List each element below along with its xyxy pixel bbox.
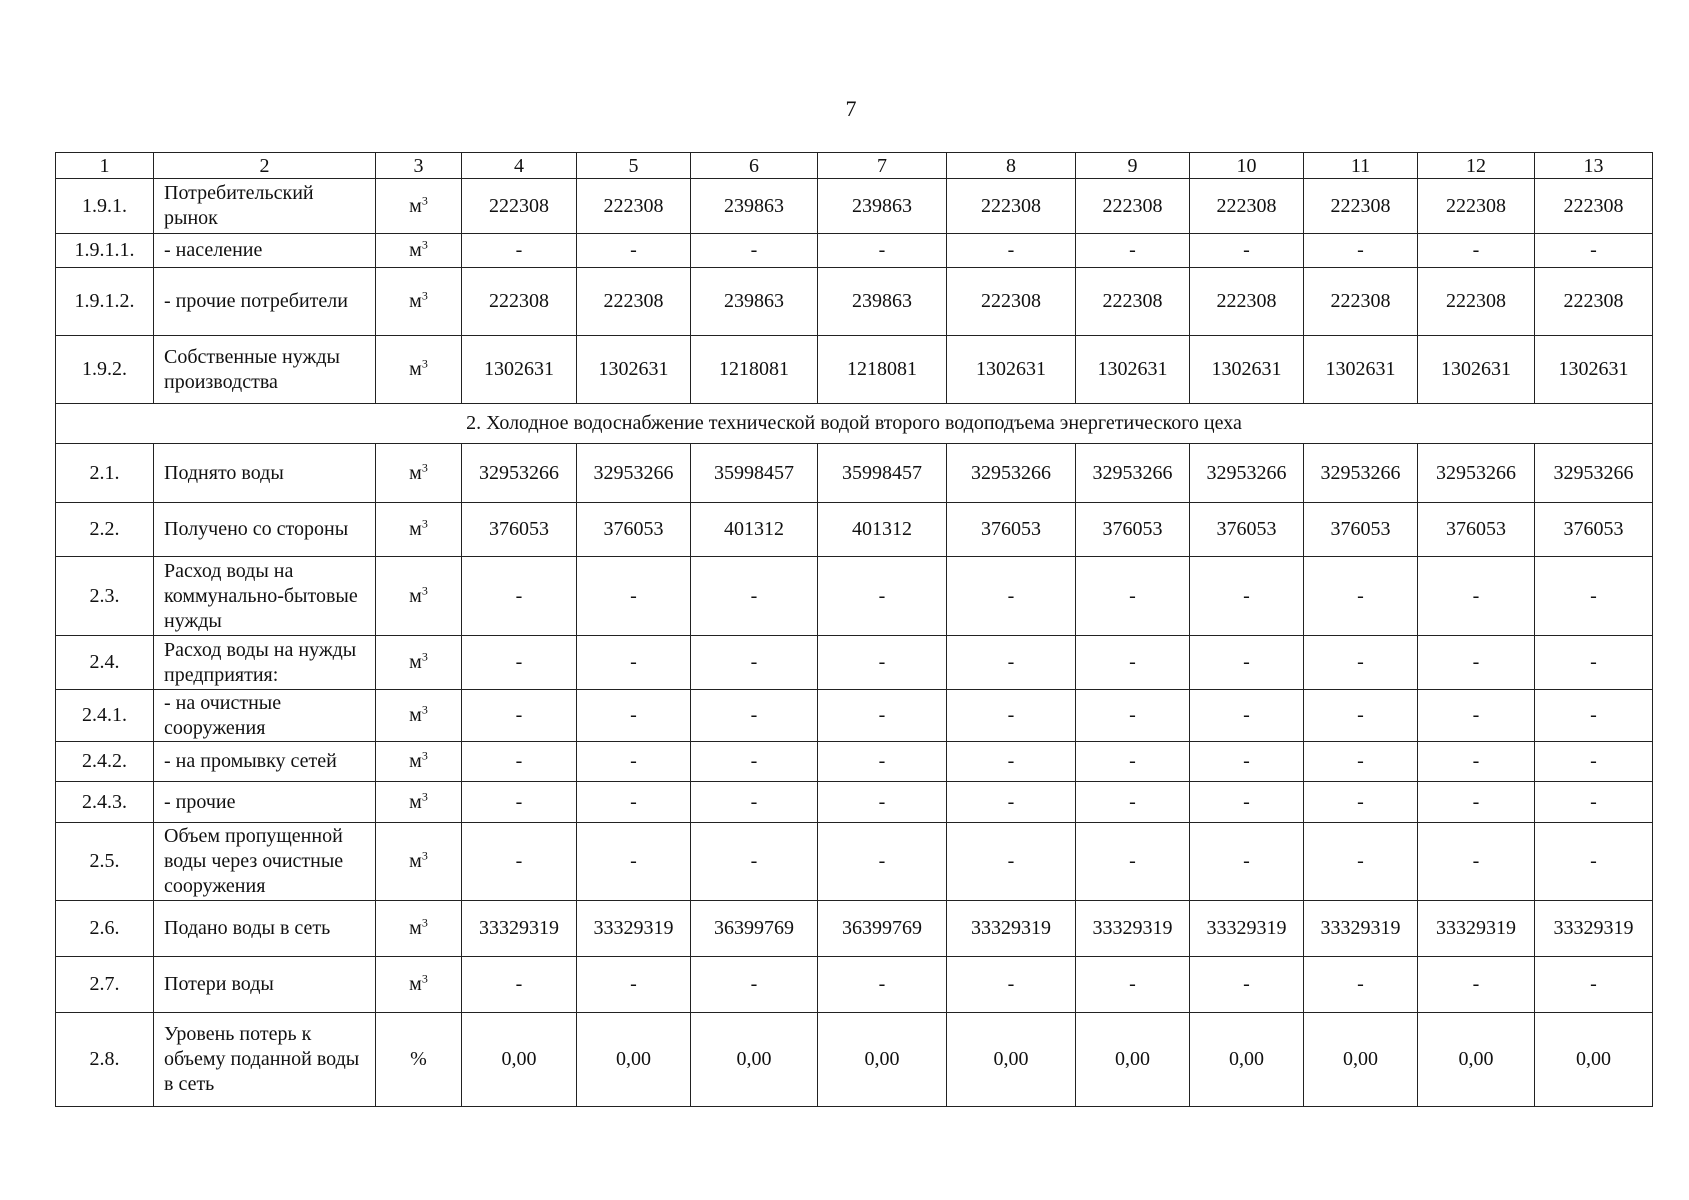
unit-text: м bbox=[409, 584, 422, 607]
value-cell: 376053 bbox=[947, 503, 1076, 557]
unit-superscript: 3 bbox=[421, 516, 428, 531]
value-cell: 376053 bbox=[1535, 503, 1653, 557]
row-code: 2.6. bbox=[56, 901, 154, 957]
value-cell: 0,00 bbox=[1304, 1013, 1418, 1107]
table-header-row bbox=[56, 153, 1653, 179]
value-cell: - bbox=[462, 557, 577, 636]
value-cell: 1302631 bbox=[1535, 336, 1653, 404]
value-cell: - bbox=[462, 234, 577, 268]
value-cell: - bbox=[577, 636, 691, 690]
value-cell: - bbox=[1418, 742, 1535, 782]
row-code: 2.3. bbox=[56, 557, 154, 636]
value-cell: - bbox=[1418, 957, 1535, 1013]
value-cell: 376053 bbox=[577, 503, 691, 557]
value-cell: - bbox=[462, 957, 577, 1013]
value-cell: - bbox=[818, 782, 947, 823]
value-cell: - bbox=[1418, 234, 1535, 268]
value-cell: - bbox=[462, 782, 577, 823]
row-unit bbox=[376, 782, 462, 823]
header-cell: 3 bbox=[376, 153, 462, 179]
table-row bbox=[56, 636, 1653, 690]
row-code: 1.9.1.1. bbox=[56, 234, 154, 268]
unit-superscript: 3 bbox=[421, 582, 428, 597]
row-unit bbox=[376, 957, 462, 1013]
header-cell: 7 bbox=[818, 153, 947, 179]
value-cell: 376053 bbox=[462, 503, 577, 557]
unit-superscript: 3 bbox=[421, 848, 428, 863]
row-name: Потери воды bbox=[154, 957, 376, 1013]
unit-superscript: 3 bbox=[421, 915, 428, 930]
value-cell: 222308 bbox=[462, 268, 577, 336]
row-code: 1.9.1.2. bbox=[56, 268, 154, 336]
header-cell: 6 bbox=[691, 153, 818, 179]
value-cell: 222308 bbox=[1418, 268, 1535, 336]
value-cell: - bbox=[1190, 557, 1304, 636]
table-row bbox=[56, 901, 1653, 957]
row-name: Уровень потерь к объему поданной воды в сеть bbox=[154, 1013, 376, 1107]
value-cell: 32953266 bbox=[1418, 444, 1535, 503]
value-cell: - bbox=[1535, 823, 1653, 901]
value-cell: 222308 bbox=[1076, 179, 1190, 234]
unit-superscript: 3 bbox=[421, 459, 428, 474]
data-table bbox=[55, 152, 1653, 1107]
value-cell: - bbox=[947, 742, 1076, 782]
row-code: 2.1. bbox=[56, 444, 154, 503]
unit-superscript: 3 bbox=[421, 649, 428, 664]
unit-text: м bbox=[409, 358, 422, 380]
value-cell: - bbox=[818, 234, 947, 268]
section-title: 2. Холодное водоснабжение технической водой второго водоподъема энергетического цеха bbox=[56, 404, 1653, 444]
value-cell: 239863 bbox=[691, 179, 818, 234]
row-code: 2.4.3. bbox=[56, 782, 154, 823]
header-cell: 9 bbox=[1076, 153, 1190, 179]
unit-text: м bbox=[409, 239, 422, 261]
value-cell: 32953266 bbox=[1535, 444, 1653, 503]
value-cell: 376053 bbox=[1304, 503, 1418, 557]
row-code: 2.8. bbox=[56, 1013, 154, 1107]
table-row bbox=[56, 690, 1653, 742]
table-row bbox=[56, 179, 1653, 234]
row-unit bbox=[376, 690, 462, 742]
value-cell: 222308 bbox=[1190, 179, 1304, 234]
table-row bbox=[56, 957, 1653, 1013]
value-cell: - bbox=[1418, 557, 1535, 636]
unit-text: % bbox=[410, 1048, 427, 1070]
value-cell: - bbox=[818, 742, 947, 782]
value-cell: 222308 bbox=[1535, 268, 1653, 336]
value-cell: 222308 bbox=[577, 179, 691, 234]
value-cell: 33329319 bbox=[1076, 901, 1190, 957]
value-cell: 33329319 bbox=[1304, 901, 1418, 957]
value-cell: 376053 bbox=[1190, 503, 1304, 557]
row-name: - на очистные сооружения bbox=[154, 690, 376, 742]
unit-text: м bbox=[409, 290, 422, 312]
unit-text: м bbox=[409, 790, 422, 813]
row-code: 2.4.2. bbox=[56, 742, 154, 782]
header-cell: 4 bbox=[462, 153, 577, 179]
value-cell: - bbox=[818, 823, 947, 901]
value-cell: 376053 bbox=[1076, 503, 1190, 557]
unit-superscript: 3 bbox=[421, 788, 428, 803]
value-cell: - bbox=[1190, 782, 1304, 823]
value-cell: - bbox=[1076, 690, 1190, 742]
unit-text: м bbox=[409, 194, 422, 217]
unit-superscript: 3 bbox=[421, 748, 428, 763]
value-cell: 0,00 bbox=[577, 1013, 691, 1107]
value-cell: - bbox=[691, 636, 818, 690]
row-name: - на промывку сетей bbox=[154, 742, 376, 782]
value-cell: 222308 bbox=[1076, 268, 1190, 336]
header-cell: 12 bbox=[1418, 153, 1535, 179]
row-name: - население bbox=[154, 234, 376, 268]
value-cell: 0,00 bbox=[947, 1013, 1076, 1107]
value-cell: 33329319 bbox=[462, 901, 577, 957]
value-cell: 33329319 bbox=[1418, 901, 1535, 957]
value-cell: 401312 bbox=[691, 503, 818, 557]
value-cell: - bbox=[1535, 234, 1653, 268]
value-cell: - bbox=[1418, 782, 1535, 823]
value-cell: 222308 bbox=[577, 268, 691, 336]
value-cell: - bbox=[818, 957, 947, 1013]
header-cell: 8 bbox=[947, 153, 1076, 179]
unit-text: м bbox=[409, 651, 422, 673]
value-cell: - bbox=[947, 636, 1076, 690]
unit-superscript: 3 bbox=[421, 288, 428, 303]
section-row bbox=[56, 404, 1653, 444]
value-cell: 222308 bbox=[1190, 268, 1304, 336]
value-cell: 1302631 bbox=[1190, 336, 1304, 404]
value-cell: - bbox=[1304, 742, 1418, 782]
header-cell: 10 bbox=[1190, 153, 1304, 179]
value-cell: - bbox=[1304, 557, 1418, 636]
value-cell: - bbox=[691, 690, 818, 742]
value-cell: 0,00 bbox=[1535, 1013, 1653, 1107]
value-cell: - bbox=[947, 690, 1076, 742]
value-cell: - bbox=[1076, 742, 1190, 782]
value-cell: 401312 bbox=[818, 503, 947, 557]
table-row bbox=[56, 234, 1653, 268]
value-cell: 33329319 bbox=[1535, 901, 1653, 957]
unit-text: м bbox=[409, 973, 422, 995]
row-name: Расход воды на коммунально-бытовые нужды bbox=[154, 557, 376, 636]
value-cell: - bbox=[1535, 782, 1653, 823]
page-number: 7 bbox=[845, 96, 857, 121]
table-row bbox=[56, 557, 1653, 636]
value-cell: - bbox=[947, 782, 1076, 823]
value-cell: 239863 bbox=[818, 268, 947, 336]
value-cell: - bbox=[1304, 636, 1418, 690]
row-name: - прочие потребители bbox=[154, 268, 376, 336]
row-unit bbox=[376, 336, 462, 404]
value-cell: - bbox=[577, 957, 691, 1013]
row-unit bbox=[376, 444, 462, 503]
value-cell: - bbox=[577, 557, 691, 636]
value-cell: - bbox=[1304, 690, 1418, 742]
value-cell: 35998457 bbox=[691, 444, 818, 503]
unit-text: м bbox=[409, 917, 422, 939]
value-cell: - bbox=[462, 636, 577, 690]
value-cell: - bbox=[818, 636, 947, 690]
value-cell: 222308 bbox=[947, 179, 1076, 234]
unit-superscript: 3 bbox=[421, 237, 428, 252]
table-row bbox=[56, 336, 1653, 404]
value-cell: 1302631 bbox=[577, 336, 691, 404]
value-cell: - bbox=[462, 742, 577, 782]
value-cell: 32953266 bbox=[1304, 444, 1418, 503]
value-cell: 1218081 bbox=[818, 336, 947, 404]
value-cell: 32953266 bbox=[1190, 444, 1304, 503]
value-cell: 1302631 bbox=[1304, 336, 1418, 404]
row-code: 1.9.1. bbox=[56, 179, 154, 234]
row-unit bbox=[376, 901, 462, 957]
value-cell: - bbox=[577, 782, 691, 823]
row-unit bbox=[376, 557, 462, 636]
value-cell: - bbox=[1304, 782, 1418, 823]
unit-text: м bbox=[409, 461, 422, 484]
value-cell: - bbox=[577, 823, 691, 901]
value-cell: 239863 bbox=[818, 179, 947, 234]
value-cell: - bbox=[1304, 823, 1418, 901]
value-cell: - bbox=[462, 690, 577, 742]
value-cell: 1302631 bbox=[462, 336, 577, 404]
value-cell: 0,00 bbox=[1190, 1013, 1304, 1107]
value-cell: 0,00 bbox=[691, 1013, 818, 1107]
value-cell: 222308 bbox=[462, 179, 577, 234]
unit-text: м bbox=[409, 850, 422, 872]
value-cell: - bbox=[691, 557, 818, 636]
value-cell: - bbox=[691, 782, 818, 823]
value-cell: - bbox=[1190, 636, 1304, 690]
row-unit bbox=[376, 503, 462, 557]
row-unit bbox=[376, 1013, 462, 1107]
row-name: - прочие bbox=[154, 782, 376, 823]
value-cell: 376053 bbox=[1418, 503, 1535, 557]
value-cell: - bbox=[1076, 234, 1190, 268]
value-cell: 1302631 bbox=[947, 336, 1076, 404]
value-cell: - bbox=[947, 557, 1076, 636]
value-cell: 222308 bbox=[1535, 179, 1653, 234]
value-cell: - bbox=[691, 234, 818, 268]
row-unit bbox=[376, 636, 462, 690]
value-cell: 222308 bbox=[1418, 179, 1535, 234]
value-cell: - bbox=[818, 690, 947, 742]
value-cell: - bbox=[462, 823, 577, 901]
unit-superscript: 3 bbox=[421, 356, 428, 371]
header-cell: 13 bbox=[1535, 153, 1653, 179]
value-cell: - bbox=[1190, 742, 1304, 782]
value-cell: - bbox=[1418, 823, 1535, 901]
value-cell: - bbox=[1535, 957, 1653, 1013]
value-cell: - bbox=[1535, 557, 1653, 636]
value-cell: 0,00 bbox=[818, 1013, 947, 1107]
table-row bbox=[56, 503, 1653, 557]
table-row bbox=[56, 268, 1653, 336]
row-name: Объем пропущенной воды через очистные сооружения bbox=[154, 823, 376, 901]
header-cell: 11 bbox=[1304, 153, 1418, 179]
value-cell: 222308 bbox=[1304, 268, 1418, 336]
value-cell: - bbox=[1304, 957, 1418, 1013]
row-code: 2.4. bbox=[56, 636, 154, 690]
value-cell: - bbox=[947, 234, 1076, 268]
value-cell: 1302631 bbox=[1076, 336, 1190, 404]
value-cell: 1218081 bbox=[691, 336, 818, 404]
value-cell: 32953266 bbox=[577, 444, 691, 503]
value-cell: - bbox=[577, 234, 691, 268]
table-row bbox=[56, 742, 1653, 782]
value-cell: - bbox=[1418, 636, 1535, 690]
value-cell: - bbox=[691, 823, 818, 901]
value-cell: 33329319 bbox=[577, 901, 691, 957]
value-cell: - bbox=[1535, 742, 1653, 782]
value-cell: 222308 bbox=[1304, 179, 1418, 234]
unit-text: м bbox=[409, 704, 422, 726]
row-name: Подано воды в сеть bbox=[154, 901, 376, 957]
row-code: 1.9.2. bbox=[56, 336, 154, 404]
unit-text: м bbox=[409, 518, 422, 540]
row-unit bbox=[376, 268, 462, 336]
value-cell: 33329319 bbox=[1190, 901, 1304, 957]
value-cell: 0,00 bbox=[462, 1013, 577, 1107]
value-cell: - bbox=[1535, 636, 1653, 690]
row-name: Поднято воды bbox=[154, 444, 376, 503]
value-cell: 0,00 bbox=[1076, 1013, 1190, 1107]
value-cell: - bbox=[1076, 957, 1190, 1013]
value-cell: 35998457 bbox=[818, 444, 947, 503]
value-cell: 36399769 bbox=[691, 901, 818, 957]
row-name: Потребительский рынок bbox=[154, 179, 376, 234]
value-cell: - bbox=[1190, 823, 1304, 901]
table-row bbox=[56, 1013, 1653, 1107]
header-cell: 1 bbox=[56, 153, 154, 179]
value-cell: - bbox=[947, 957, 1076, 1013]
value-cell: - bbox=[1076, 636, 1190, 690]
value-cell: - bbox=[1190, 957, 1304, 1013]
value-cell: 1302631 bbox=[1418, 336, 1535, 404]
row-code: 2.4.1. bbox=[56, 690, 154, 742]
table-row bbox=[56, 782, 1653, 823]
table-row bbox=[56, 444, 1653, 503]
value-cell: - bbox=[1304, 234, 1418, 268]
value-cell: 32953266 bbox=[947, 444, 1076, 503]
row-name: Расход воды на нужды предприятия: bbox=[154, 636, 376, 690]
value-cell: - bbox=[1076, 557, 1190, 636]
unit-superscript: 3 bbox=[421, 192, 428, 207]
value-cell: 32953266 bbox=[1076, 444, 1190, 503]
value-cell: - bbox=[1076, 782, 1190, 823]
value-cell: 0,00 bbox=[1418, 1013, 1535, 1107]
value-cell: 36399769 bbox=[818, 901, 947, 957]
value-cell: 33329319 bbox=[947, 901, 1076, 957]
row-code: 2.7. bbox=[56, 957, 154, 1013]
row-name: Получено со стороны bbox=[154, 503, 376, 557]
unit-text: м bbox=[409, 750, 422, 772]
row-code: 2.5. bbox=[56, 823, 154, 901]
header-cell: 2 bbox=[154, 153, 376, 179]
value-cell: - bbox=[1190, 234, 1304, 268]
row-unit bbox=[376, 823, 462, 901]
value-cell: 239863 bbox=[691, 268, 818, 336]
unit-superscript: 3 bbox=[421, 702, 428, 717]
value-cell: - bbox=[691, 742, 818, 782]
table-row bbox=[56, 823, 1653, 901]
value-cell: - bbox=[1076, 823, 1190, 901]
value-cell: - bbox=[818, 557, 947, 636]
value-cell: 222308 bbox=[947, 268, 1076, 336]
header-cell: 5 bbox=[577, 153, 691, 179]
row-unit bbox=[376, 234, 462, 268]
row-name: Собственные нужды производства bbox=[154, 336, 376, 404]
unit-superscript: 3 bbox=[421, 971, 428, 986]
value-cell: - bbox=[577, 742, 691, 782]
value-cell: - bbox=[1418, 690, 1535, 742]
value-cell: - bbox=[577, 690, 691, 742]
row-unit bbox=[376, 179, 462, 234]
value-cell: - bbox=[1535, 690, 1653, 742]
value-cell: 32953266 bbox=[462, 444, 577, 503]
value-cell: - bbox=[691, 957, 818, 1013]
value-cell: - bbox=[947, 823, 1076, 901]
value-cell: - bbox=[1190, 690, 1304, 742]
row-code: 2.2. bbox=[56, 503, 154, 557]
row-unit bbox=[376, 742, 462, 782]
